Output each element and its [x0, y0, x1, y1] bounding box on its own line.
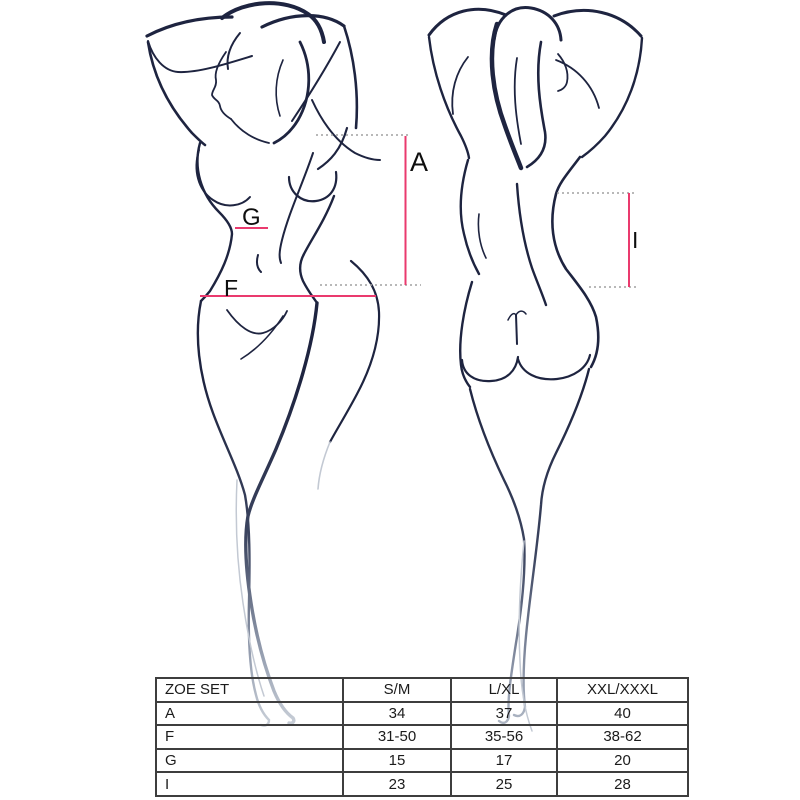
size-table-header-cell-xxl: XXL/XXXL	[557, 678, 688, 702]
front-right-forearm	[262, 16, 344, 27]
front-left-forearm	[147, 17, 232, 36]
value-f-lxl: 35-56	[451, 725, 557, 749]
value-f-sm: 31-50	[343, 725, 451, 749]
value-g-lxl: 17	[451, 749, 557, 773]
measurement-label-f: F	[224, 275, 239, 301]
back-left-side	[461, 160, 479, 274]
value-a-sm: 34	[343, 702, 451, 726]
back-right-upper-arm	[582, 38, 642, 157]
size-table	[155, 677, 689, 797]
table-row-g	[156, 749, 688, 773]
back-shoulder-blade	[478, 214, 486, 258]
value-g-xxl: 20	[557, 749, 688, 773]
back-left-buttock	[462, 357, 518, 381]
back-spine	[517, 184, 546, 305]
table-row-i	[156, 772, 688, 796]
back-figure	[429, 8, 642, 731]
front-waist-curve	[300, 196, 334, 303]
table-row-f	[156, 725, 688, 749]
row-label-f: F	[156, 725, 343, 749]
back-right-forearm	[554, 10, 641, 36]
value-i-lxl: 25	[451, 772, 557, 796]
row-label-i: I	[156, 772, 343, 796]
table-row-a	[156, 702, 688, 726]
value-a-xxl: 40	[557, 702, 688, 726]
back-crack-stem	[516, 315, 517, 344]
value-g-sm: 15	[343, 749, 451, 773]
row-label-g: G	[156, 749, 343, 773]
front-hair-side	[274, 42, 309, 143]
row-label-a: A	[156, 702, 343, 726]
back-head-top	[494, 8, 561, 40]
front-left-breast	[197, 150, 250, 205]
back-ponytail-left	[492, 24, 521, 168]
front-figure	[147, 3, 380, 725]
size-table-header-cell-sm: S/M	[343, 678, 451, 702]
back-left-upper-arm	[429, 37, 469, 158]
front-thigh-crease	[241, 316, 283, 359]
back-right-arm-inner	[556, 60, 599, 108]
value-a-lxl: 37	[451, 702, 557, 726]
back-ponytail-inner	[515, 58, 521, 144]
front-thigh-fade	[318, 442, 330, 489]
size-table-header-row	[156, 678, 688, 702]
size-table-title-cell: ZOE SET	[156, 678, 343, 702]
front-left-leg	[198, 301, 269, 726]
front-navel	[257, 255, 261, 272]
value-i-sm: 23	[343, 772, 451, 796]
measurement-label-g: G	[242, 204, 261, 231]
value-i-xxl: 28	[557, 772, 688, 796]
back-crack-fork-left	[508, 314, 516, 320]
front-right-leg	[246, 303, 317, 723]
back-right-buttock	[518, 355, 590, 379]
back-right-side	[552, 157, 598, 367]
measurement-label-i: I	[632, 227, 639, 253]
back-ponytail-right	[527, 42, 545, 167]
back-face-hint	[558, 54, 568, 91]
front-pelvis-curve	[227, 310, 287, 334]
back-left-arm-inner	[452, 57, 468, 114]
front-hair-inner	[276, 60, 283, 116]
value-f-xxl: 38-62	[557, 725, 688, 749]
size-table-header-cell-lxl: L/XL	[451, 678, 557, 702]
front-left-forearm-inner	[148, 41, 252, 72]
front-jaw-neck	[231, 119, 269, 143]
back-left-leg	[470, 389, 525, 723]
front-right-upper-arm	[344, 26, 357, 128]
back-crack-fork-right	[516, 311, 526, 315]
front-outer-hip	[330, 261, 379, 442]
measurement-label-a: A	[410, 147, 429, 177]
